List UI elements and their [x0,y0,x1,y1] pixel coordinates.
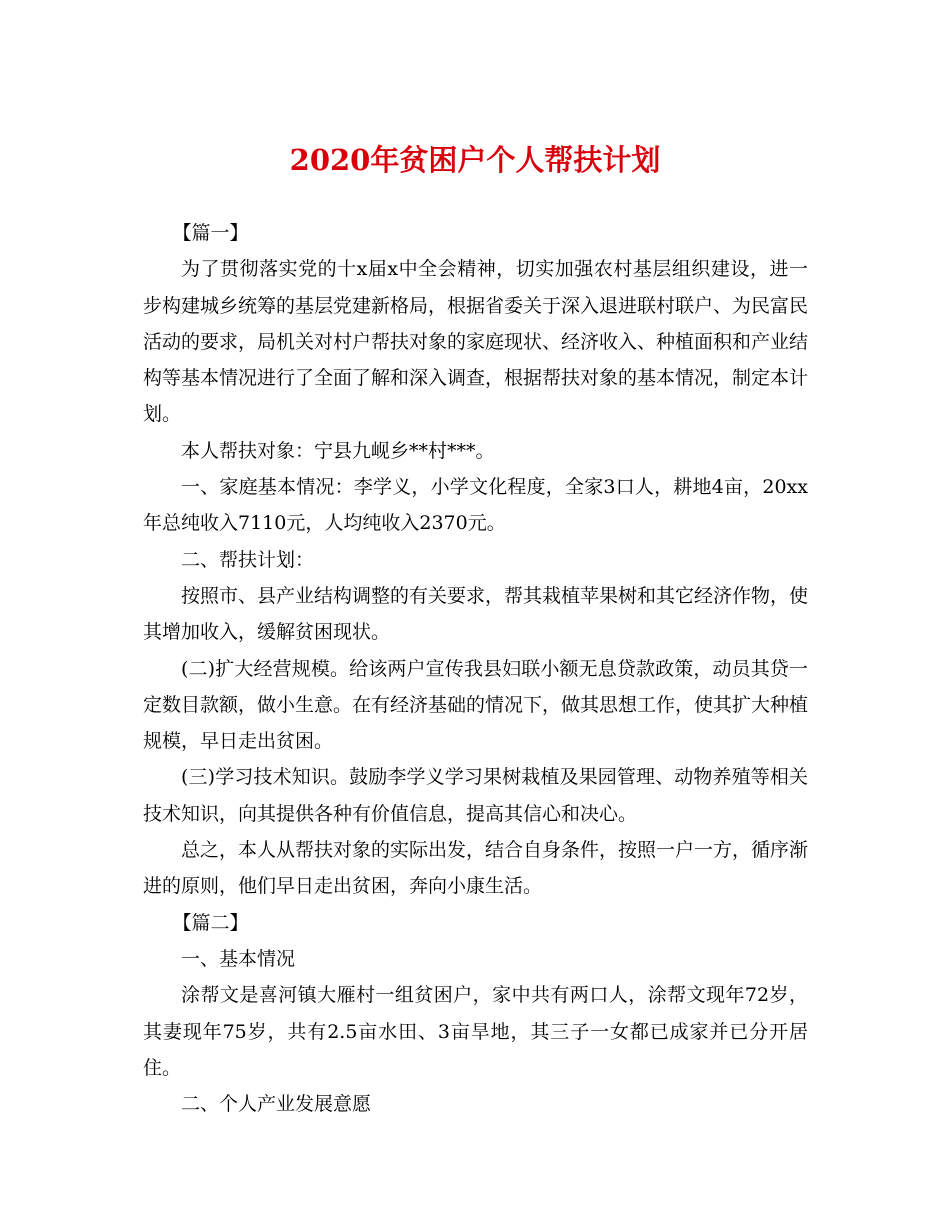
paragraph: 一、家庭基本情况：李学义，小学文化程度，全家3口人，耕地4亩，20xx年总纯收入7110元，人均纯收入2370元。 [143,476,808,535]
document-body [143,215,808,1122]
paragraph: 按照市、县产业结构调整的有关要求，帮其栽植苹果树和其它经济作物，使其增加收入，缓解贫困现状。 [143,584,809,644]
paragraph: 本人帮扶对象：宁县九岘乡**村***。 [181,439,495,462]
paragraph: 二、个人产业发展意愿 [181,1093,372,1116]
paragraph: 二、帮扶计划： [181,548,315,571]
document-title: 2020年贫困户个人帮扶计划 [289,143,661,177]
paragraph: 一、基本情况 [181,947,296,970]
paragraph: 总之，本人从帮扶对象的实际出发，结合自身条件，按照一户一方，循序渐进的原则，他们早日走出贫困，奔向小康生活。 [143,839,809,898]
paragraph: 涂帮文是喜河镇大雁村一组贫困户，家中共有两口人，涂帮文现年72岁，其妻现年75岁，共有2.5亩水田、3亩旱地，其三子一女都已成家并已分开居住。 [143,984,808,1079]
paragraph: (二)扩大经营规模。给该两户宣传我县妇联小额无息贷款政策，动员其贷一定数目款额，做小生意。在有经济基础的情况下，做其思想工作，使其扩大种植规模，早日走出贫困。 [143,657,809,753]
section-heading: 【篇一】 [172,222,249,244]
paragraph: 为了贯彻落实党的十x届x中全会精神，切实加强农村基层组织建设，进一步构建城乡统筹的基层党建新格局，根据省委关于深入退进联村联户、为民富民活动的要求，局机关对村户帮扶对象的家庭现状、经济收入、种植面积和产业结构等基本情况进行了全面了解和深入调查，根据帮扶对象的基本情况，制定本计划。 [143,258,809,426]
section-heading: 【篇二】 [172,911,249,934]
paragraph: (三)学习技术知识。鼓励李学义学习果树栽植及果园管理、动物养殖等相关技术知识，向其提供各种有价值信息，提高其信心和决心。 [143,766,808,825]
